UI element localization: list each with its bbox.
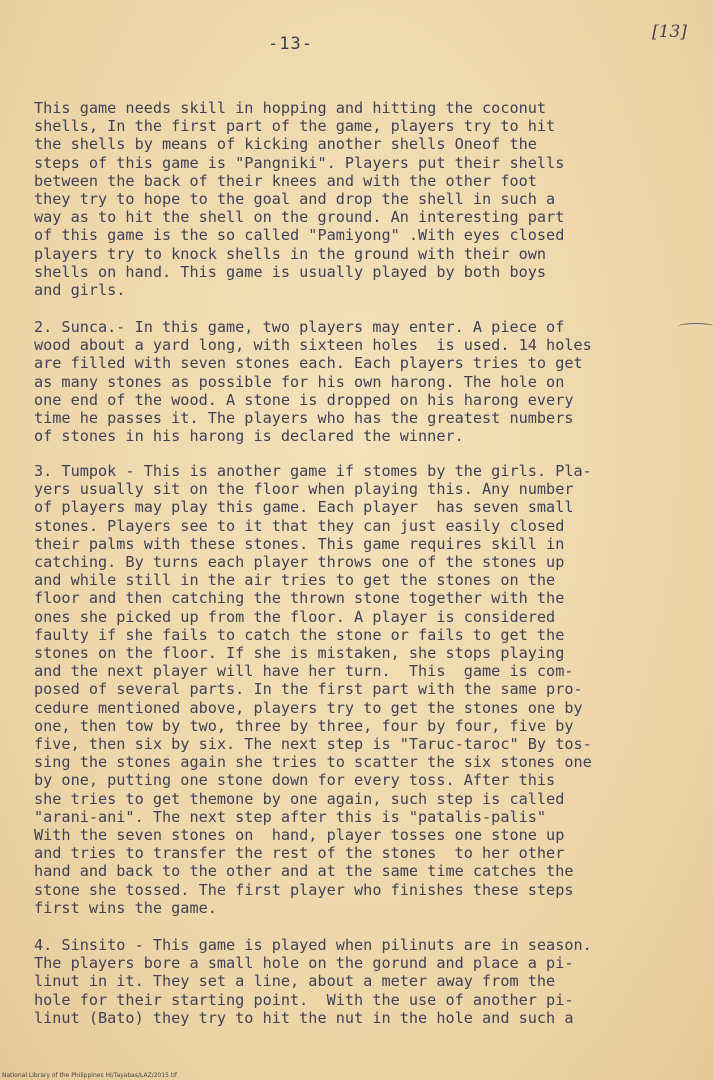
text-line: one, then tow by two, three by three, four by four, five by (34, 716, 574, 735)
text-line: and tries to transfer the rest of the stones to her other (34, 844, 565, 863)
paragraph-sinsito (34, 936, 592, 1027)
text-line: floor and then catching the thrown stone together with the (34, 589, 565, 608)
text-line: time he passes it. The players who has the greatest numbers (34, 409, 574, 428)
text-line: linut (Bato) they try to hit the nut in the hole and such a (34, 1008, 574, 1027)
text-line: of this game is the so called "Pamiyong" .With eyes closed (34, 226, 565, 245)
text-line: way as to hit the shell on the ground. An interesting part (34, 208, 565, 227)
text-line: 2. Sunca.- In this game, two players may enter. A piece of (34, 318, 565, 336)
text-line: 4. Sinsito - This game is played when pilinuts are in season. (34, 936, 592, 954)
text-line: they try to hope to the goal and drop the shell in such a (34, 190, 556, 209)
text-line: wood about a yard long, with sixteen holes is used. 14 holes (34, 336, 592, 355)
text-line: linut in it. They set a line, about a meter away from the (34, 972, 556, 991)
text-line: as many stones as possible for his own harong. The hole on (34, 372, 565, 391)
margin-mark (678, 323, 713, 330)
text-line: hole for their starting point. With the use of another pi- (34, 990, 574, 1009)
text-line: and girls. (34, 281, 126, 300)
text-line: With the seven stones on hand, player tosses one stone up (34, 826, 565, 845)
page-number: -13- (268, 34, 313, 54)
archive-footer: National Library of the Philippines HI/Tayabas/LAZ/2015.tif (2, 1072, 178, 1079)
text-line: players try to knock shells in the ground with their own (34, 244, 547, 263)
handwritten-page-number: [13] (652, 22, 687, 42)
text-line: of players may play this game. Each player has seven small (34, 498, 574, 517)
text-line: five, then six by six. The next step is "Taruc-taroc" By tos- (34, 735, 592, 754)
text-line: between the back of their knees and with the other foot (34, 171, 537, 190)
text-line: first wins the game. (34, 898, 217, 917)
text-line: This game needs skill in hopping and hitting the coconut (34, 99, 547, 117)
text-line: yers usually sit on the floor when playing this. Any number (34, 480, 574, 499)
text-line: and while still in the air tries to get the stones on the (34, 571, 556, 590)
text-line: catching. By turns each player throws one of the stones up (34, 553, 565, 572)
text-line: their palms with these stones. This game requires skill in (34, 534, 565, 553)
text-line: sing the stones again she tries to scatter the six stones one (34, 753, 592, 772)
text-line: by one, putting one stone down for every toss. After this (34, 771, 556, 790)
text-line: hand and back to the other and at the same time catches the (34, 862, 574, 881)
text-line: she tries to get themone by one again, such step is called (34, 789, 565, 808)
text-line: of stones in his harong is declared the winner. (34, 427, 464, 446)
text-line: stone she tossed. The first player who finishes these steps (34, 880, 574, 899)
text-line: The players bore a small hole on the gorund and place a pi- (34, 954, 574, 973)
text-line: cedure mentioned above, players try to get the stones one by (34, 698, 583, 717)
text-line: stones on the floor. If she is mistaken, she stops playing (34, 644, 565, 663)
text-line: and the next player will have her turn. This game is com- (34, 662, 574, 681)
text-line: shells on hand. This game is usually played by both boys (34, 262, 547, 281)
text-line: faulty if she fails to catch the stone or fails to get the (34, 625, 565, 644)
text-line: shells, In the first part of the game, players try to hit (34, 117, 556, 136)
paragraph-coconut-shell-game (34, 99, 564, 299)
text-line: "arani-ani". The next step after this is "patalis-palis" (34, 807, 547, 826)
paragraph-sunca (34, 318, 592, 445)
text-line: steps of this game is "Pangniki". Players put their shells (34, 153, 565, 172)
text-line: posed of several parts. In the first part with the same pro- (34, 680, 583, 699)
text-line: 3. Tumpok - This is another game if stomes by the girls. Pla- (34, 462, 592, 480)
text-line: stones. Players see to it that they can just easily closed (34, 516, 565, 535)
paragraph-tumpok (34, 462, 592, 917)
text-line: one end of the wood. A stone is dropped on his harong every (34, 390, 574, 409)
text-line: the shells by means of kicking another shells Oneof the (34, 135, 537, 154)
text-line: are filled with seven stones each. Each players tries to get (34, 354, 583, 373)
text-line: ones she picked up from the floor. A player is considered (34, 607, 556, 626)
